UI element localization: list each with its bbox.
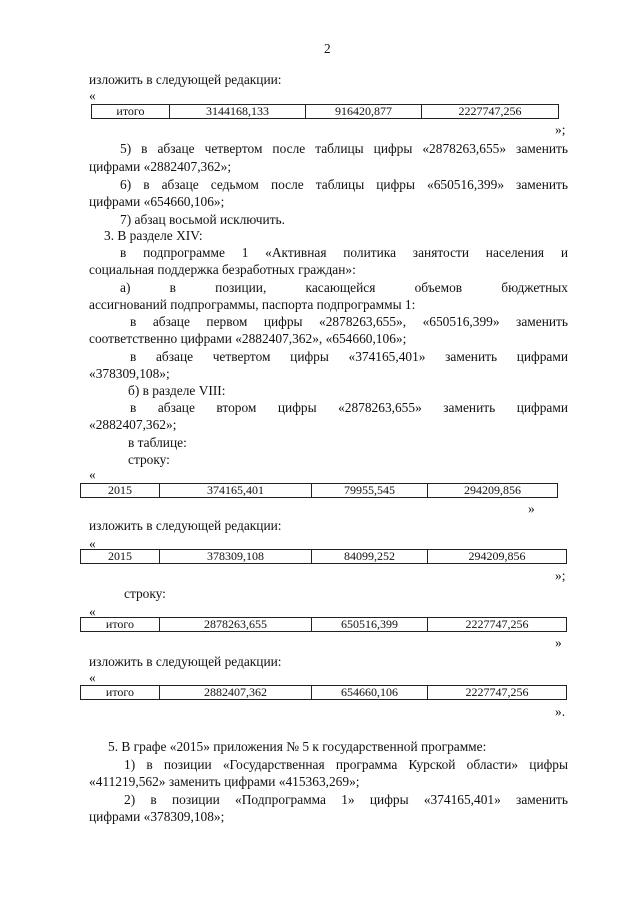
text-line: 2) в позиции «Подпрограмма 1» цифры «374165,401» заменить xyxy=(124,792,568,807)
text-line: 7) абзац восьмой исключить. xyxy=(120,212,285,227)
table-row xyxy=(91,104,559,119)
table-row xyxy=(80,483,558,498)
text-line: «378309,108»; xyxy=(89,366,170,381)
text-line: 5) в абзаце четвертом после таблицы цифры «2878263,655» заменить xyxy=(120,141,568,156)
table-cell: 2227747,256 xyxy=(428,618,567,632)
text-line: в абзаце первом цифры «2878263,655», «650516,399» заменить xyxy=(130,314,568,329)
text-line: соответственно цифрами «2882407,362», «654660,106»; xyxy=(89,331,407,346)
text-line: строку: xyxy=(128,452,170,467)
table-cell: 2015 xyxy=(81,484,160,498)
text-line: «2882407,362»; xyxy=(89,417,177,432)
section-heading: 3. В разделе XIV: xyxy=(104,228,203,243)
text-line: в абзаце втором цифры «2878263,655» заменить цифрами xyxy=(130,400,568,415)
table-cell: 2227747,256 xyxy=(422,105,559,119)
text-line: в абзаце четвертом цифры «374165,401» заменить цифрами xyxy=(130,349,568,364)
text-line: 6) в абзаце седьмом после таблицы цифры «650516,399» заменить xyxy=(120,177,568,192)
table-cell: 294209,856 xyxy=(428,484,558,498)
table-cell: 294209,856 xyxy=(428,550,567,564)
text-line: цифрами «2882407,362»; xyxy=(89,159,232,174)
text-line: в таблице: xyxy=(128,435,187,450)
table-cell: 3144168,133 xyxy=(170,105,306,119)
close-quote: » xyxy=(555,635,562,650)
text-line: изложить в следующей редакции: xyxy=(89,72,282,87)
table-cell: 654660,106 xyxy=(312,686,428,700)
text-line: ассигнований подпрограммы, паспорта подпрограммы 1: xyxy=(89,297,416,312)
open-quote: « xyxy=(89,604,96,619)
open-quote: « xyxy=(89,88,96,103)
text-line: строку: xyxy=(124,586,166,601)
table-cell: 916420,877 xyxy=(306,105,422,119)
table-cell: 378309,108 xyxy=(160,550,312,564)
text-line: в подпрограмме 1 «Активная политика занятости населения и xyxy=(120,245,568,260)
text-line: б) в разделе VIII: xyxy=(128,383,226,398)
table-cell: 2878263,655 xyxy=(160,618,312,632)
close-quote: »; xyxy=(555,568,566,583)
section-heading: 5. В графе «2015» приложения № 5 к государственной программе: xyxy=(108,739,487,754)
table-cell: 2882407,362 xyxy=(160,686,312,700)
close-quote: ». xyxy=(555,704,566,719)
table-cell: 650516,399 xyxy=(312,618,428,632)
table-cell: 2015 xyxy=(81,550,160,564)
text-line: а) в позиции, касающейся объемов бюджетных xyxy=(120,280,568,295)
table-cell: 79955,545 xyxy=(312,484,428,498)
text-line: социальная поддержка безработных граждан»: xyxy=(89,262,356,277)
table-row xyxy=(80,617,567,632)
text-line: «411219,562» заменить цифрами «415363,269»; xyxy=(89,774,360,789)
table-cell: 84099,252 xyxy=(312,550,428,564)
text-line: 1) в позиции «Государственная программа Курской области» цифры xyxy=(124,757,568,772)
table-cell: 2227747,256 xyxy=(428,686,567,700)
table-row xyxy=(80,549,567,564)
open-quote: « xyxy=(89,670,96,685)
text-line: изложить в следующей редакции: xyxy=(89,518,282,533)
table-cell: итого xyxy=(92,105,170,119)
close-quote: » xyxy=(528,501,535,516)
table-cell: итого xyxy=(81,618,160,632)
open-quote: « xyxy=(89,467,96,482)
table-cell: итого xyxy=(81,686,160,700)
open-quote: « xyxy=(89,536,96,551)
text-line: изложить в следующей редакции: xyxy=(89,654,282,669)
table-cell: 374165,401 xyxy=(160,484,312,498)
text-line: цифрами «654660,106»; xyxy=(89,194,225,209)
page-number: 2 xyxy=(324,41,331,56)
text-line: цифрами «378309,108»; xyxy=(89,809,225,824)
table-row xyxy=(80,685,567,700)
close-quote: »; xyxy=(555,122,566,137)
